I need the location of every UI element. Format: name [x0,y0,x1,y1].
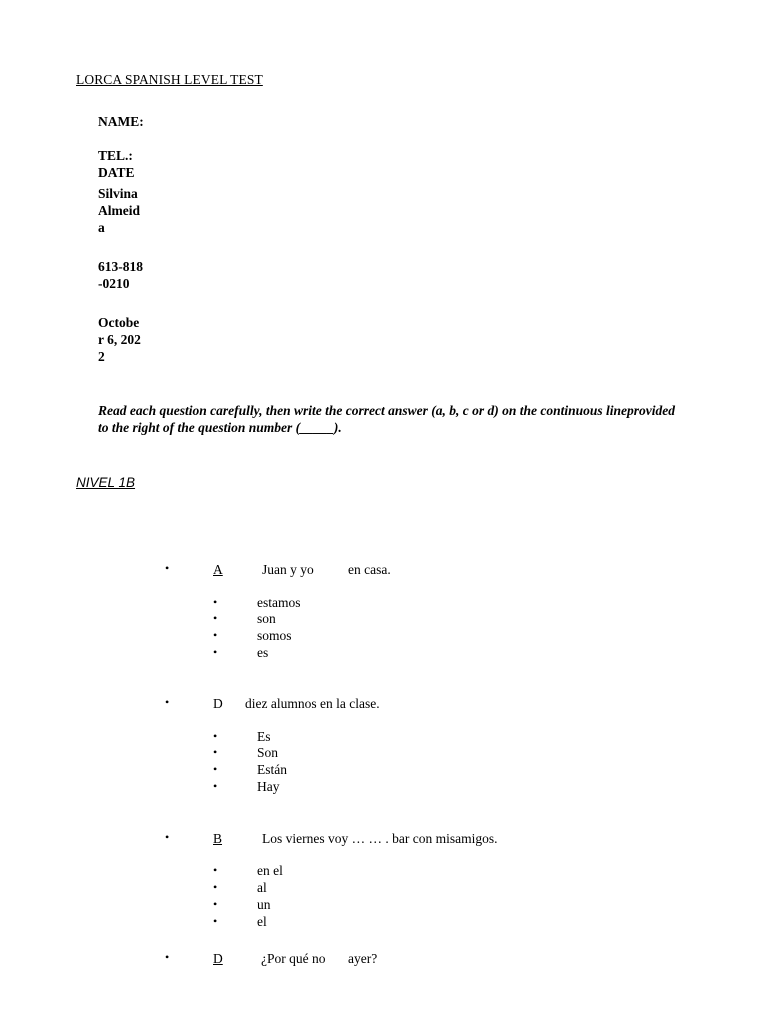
name-value: Silvina Almeida [98,186,140,235]
option-bullet: • [213,863,218,877]
option-a: estamos [257,595,301,610]
answer-line: D [213,696,223,711]
option-bullet: • [213,745,218,759]
option-c: somos [257,628,292,643]
question-text: diez alumnos en la clase. [245,696,380,711]
section-heading: NIVEL 1B [76,475,136,490]
instructions: Read each question carefully, then write the correct answer (a, b, c or d) on the continuous lineprovided to the right of the question number (_____). [98,403,676,435]
answer-line: B [213,831,223,846]
question-text-end: ayer? [348,951,378,966]
tel-label: TEL.: [98,148,133,163]
date-label: DATE [98,165,135,180]
option-d: Hay [257,779,280,794]
option-bullet: • [213,645,218,659]
option-bullet: • [213,611,218,625]
option-bullet: • [213,779,218,793]
date-value: October 6, 2022 [98,315,141,364]
option-bullet: • [213,762,218,776]
option-bullet: • [213,914,218,928]
option-c: Están [257,762,287,777]
option-a: en el [257,863,283,878]
option-d: el [257,914,267,929]
question-text-end: en casa. [348,562,391,577]
question-text: ¿Por qué no [261,951,326,966]
option-b: son [257,611,276,626]
option-bullet: • [213,628,218,642]
option-a: Es [257,729,271,744]
option-c: un [257,897,271,912]
question-bullet: • [165,950,170,964]
tel-value: 613-818-0210 [98,259,143,291]
answer-line: D [213,951,223,966]
name-label: NAME: [98,114,144,129]
option-bullet: • [213,897,218,911]
option-b: Son [257,745,279,760]
option-d: es [257,645,269,660]
page-title: LORCA SPANISH LEVEL TEST [76,72,263,87]
question-bullet: • [165,695,170,709]
option-bullet: • [213,880,218,894]
option-bullet: • [213,729,218,743]
option-b: al [257,880,267,895]
question-text: Los viernes voy … … . bar con misamigos. [262,831,498,846]
answer-line: A [213,562,223,577]
question-bullet: • [165,561,170,575]
option-bullet: • [213,595,218,609]
question-text: Juan y yo [262,562,314,577]
question-bullet: • [165,830,170,844]
